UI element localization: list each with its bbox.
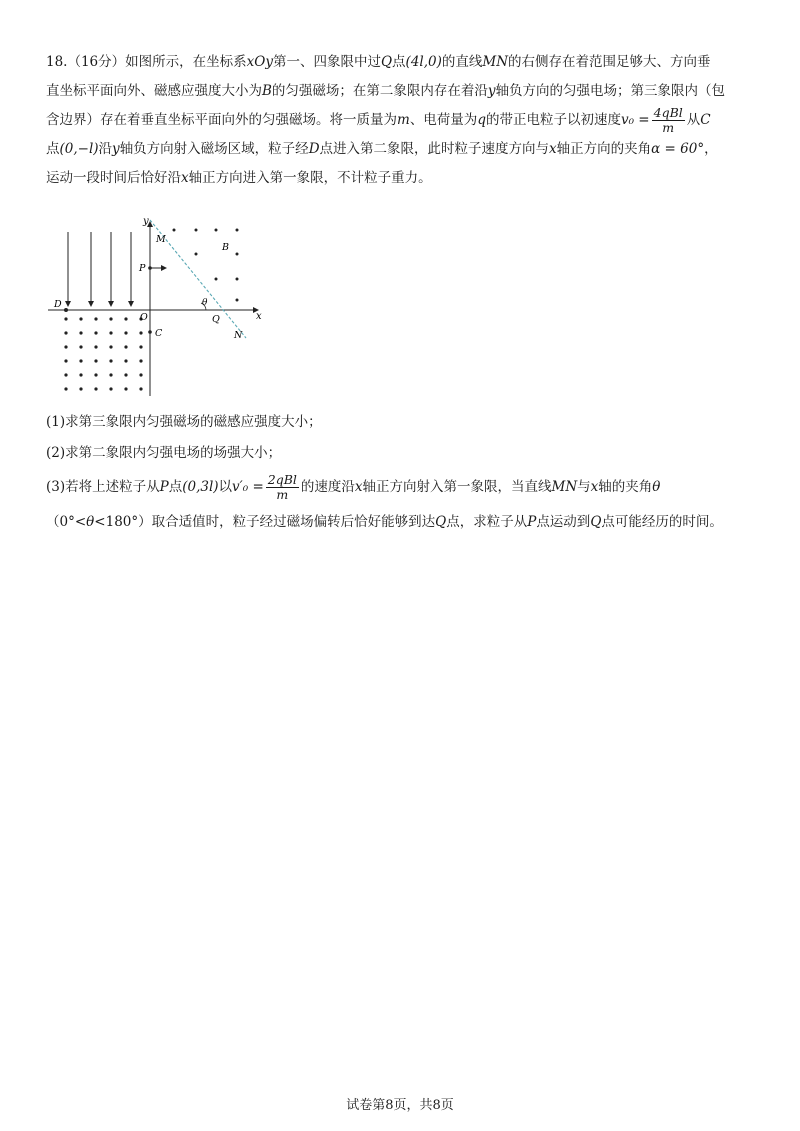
question-3-line-1: (3)若将上述粒子从P点(0,3l)以v′₀ = $\frac{\text{2qBl}}{m}$ 的速度沿x轴正方向射入第一象限，当直线MN与x轴的夹角θ	[46, 472, 661, 502]
electric-field-lines	[68, 232, 131, 306]
question-1: (1)求第三象限内匀强磁场的磁感应强度大小；	[46, 414, 322, 430]
point-p-dot	[148, 266, 152, 270]
label-n: N	[234, 330, 243, 341]
point-d-dot	[64, 308, 68, 312]
question-2: (2)求第二象限内匀强电场的场强大小；	[46, 445, 282, 461]
v0-fraction: $\frac{\text{4qBl}}{m}$	[653, 105, 683, 135]
problem-line-5: 运动一段时间后恰好沿x轴正方向进入第一象限，不计粒子重力。	[46, 170, 432, 186]
label-c: C	[155, 328, 163, 339]
page-footer: 试卷第8页，共8页	[346, 1098, 454, 1113]
magnetic-field-dots-q1	[173, 229, 239, 302]
point-c-dot	[148, 330, 152, 334]
problem-line-3: 含边界）存在着垂直坐标平面向外的匀强磁场。将一质量为m、电荷量为q的带正电粒子以初速度v₀ = $\frac{\text{4qBl}}{m}$ 从C	[46, 105, 711, 135]
label-b: B	[222, 242, 229, 253]
problem-line-2: 直坐标平面向外、磁感应强度大小为B的匀强磁场；在第二象限内存在着沿y轴负方向的匀强电场；第三象限内（包	[46, 83, 726, 99]
problem-line-4: 点(0,−l)沿y轴负方向射入磁场区域，粒子经D点进入第二象限，此时粒子速度方向与x轴正方向的夹角α = 60°，	[46, 141, 718, 157]
magnetic-field-dots-q3	[64, 317, 142, 390]
physics-diagram	[46, 212, 276, 398]
label-m: M	[156, 234, 166, 245]
label-p: P	[139, 263, 146, 274]
label-q: Q	[212, 314, 220, 325]
x-axis-label: x	[256, 311, 262, 322]
v0-prime-fraction: $\frac{\text{2qBl}}{m}$	[267, 472, 297, 502]
question-3-line-2: （0°<θ<180°）取合适值时，粒子经过磁场偏转后恰好能够到达Q点，求粒子从P点运动到Q点可能经历的时间。	[46, 514, 723, 530]
label-theta: θ	[202, 298, 208, 308]
question-3	[46, 473, 723, 537]
problem-line-1: 18.（16分）如图所示，在坐标系xOy第一、四象限中过Q点(4l,0)的直线MN的右侧存在着范围足够大、方向垂	[46, 54, 711, 70]
problem-statement	[46, 48, 758, 193]
label-o: O	[140, 312, 148, 323]
y-axis-label: y	[143, 216, 149, 227]
label-d: D	[54, 299, 62, 310]
diagram-svg	[46, 212, 276, 398]
